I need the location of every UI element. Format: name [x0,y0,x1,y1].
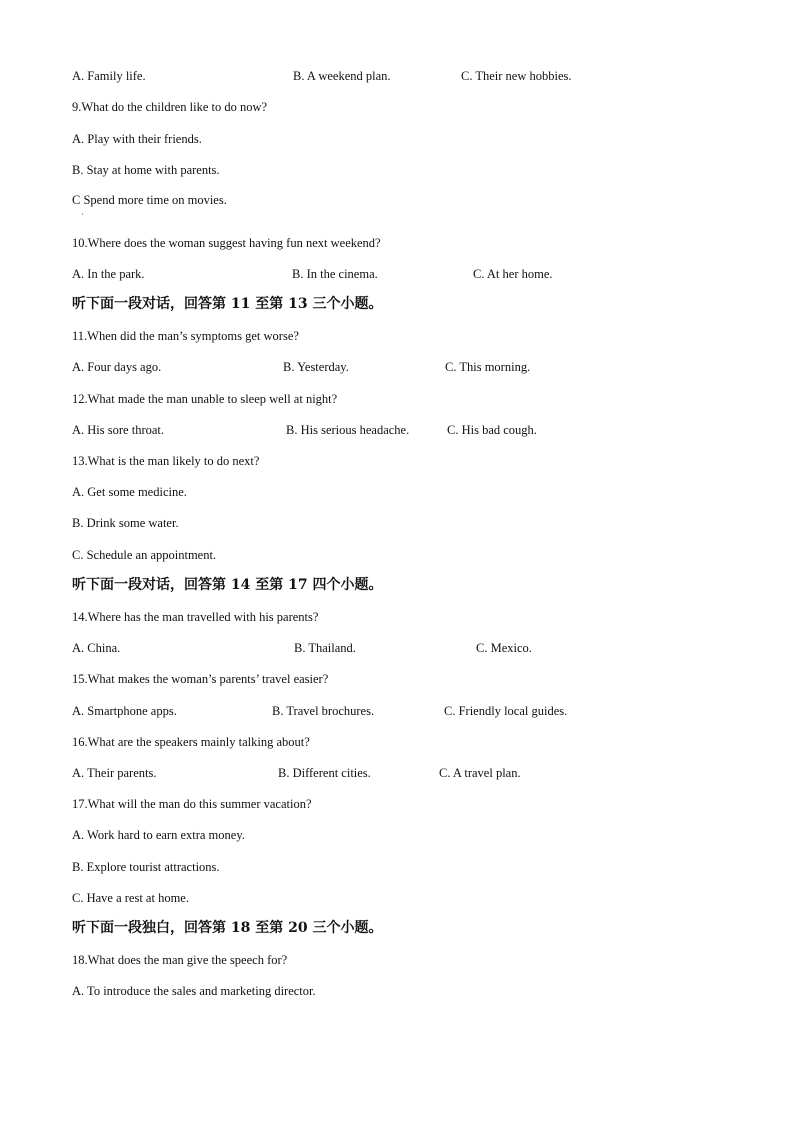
q16-option-b: B. Different cities. [278,766,371,780]
q18-question: 18.What does the man give the speech for? [72,953,288,967]
q11-option-c: C. This morning. [445,360,531,374]
q13-option-c: C. Schedule an appointment. [72,548,217,562]
q11-option-b: B. Yesterday. [283,360,349,374]
q8-option-c: C. Their new hobbies. [461,69,572,83]
q10-option-b: B. In the cinema. [292,267,378,281]
q9-question: 9.What do the children like to do now? [72,100,268,114]
q13-option-b: B. Drink some water. [72,516,179,530]
q15-question: 15.What makes the woman’s parents’ travel easier? [72,672,329,686]
q14-option-a: A. China. [72,641,121,655]
q15-option-b: B. Travel brochures. [272,704,375,718]
q15-option-a: A. Smartphone apps. [72,704,177,718]
q8-option-a: A. Family life. [72,69,146,83]
q16-option-a: A. Their parents. [72,766,157,780]
q17-option-b: B. Explore tourist attractions. [72,860,220,874]
q9-option-a: A. Play with their friends. [72,132,202,146]
q11-question: 11.When did the man’s symptoms get worse? [72,329,299,343]
section-heading-14-17: 听下面一段对话，回答第 14 至第 17 四个小题。 [72,577,383,593]
q14-option-b: B. Thailand. [294,641,356,655]
q13-question: 13.What is the man likely to do next? [72,454,260,468]
q14-option-c: C. Mexico. [476,641,532,655]
stray-dot: · [81,210,84,219]
q17-option-a: A. Work hard to earn extra money. [72,828,245,842]
q10-option-c: C. At her home. [473,267,553,281]
q13-option-a: A. Get some medicine. [72,485,187,499]
q12-option-a: A. His sore throat. [72,423,164,437]
q12-option-c: C. His bad cough. [447,423,537,437]
q8-option-b: B. A weekend plan. [293,69,391,83]
q11-option-a: A. Four days ago. [72,360,162,374]
q14-question: 14.Where has the man travelled with his parents? [72,610,319,624]
q12-question: 12.What made the man unable to sleep well at night? [72,392,338,406]
q10-question: 10.Where does the woman suggest having fun next weekend? [72,236,381,250]
q12-option-b: B. His serious headache. [286,423,410,437]
q9-option-b: B. Stay at home with parents. [72,163,220,177]
q16-question: 16.What are the speakers mainly talking about? [72,735,310,749]
q15-option-c: C. Friendly local guides. [444,704,568,718]
q17-option-c: C. Have a rest at home. [72,891,189,905]
q18-option-a: A. To introduce the sales and marketing director. [72,984,316,998]
q16-option-c: C. A travel plan. [439,766,521,780]
q9-option-c: C Spend more time on movies. [72,193,227,207]
q17-question: 17.What will the man do this summer vacation? [72,797,312,811]
section-heading-11-13: 听下面一段对话，回答第 11 至第 13 三个小题。 [72,296,383,312]
section-heading-18-20: 听下面一段独白，回答第 18 至第 20 三个小题。 [72,920,383,936]
q10-option-a: A. In the park. [72,267,145,281]
